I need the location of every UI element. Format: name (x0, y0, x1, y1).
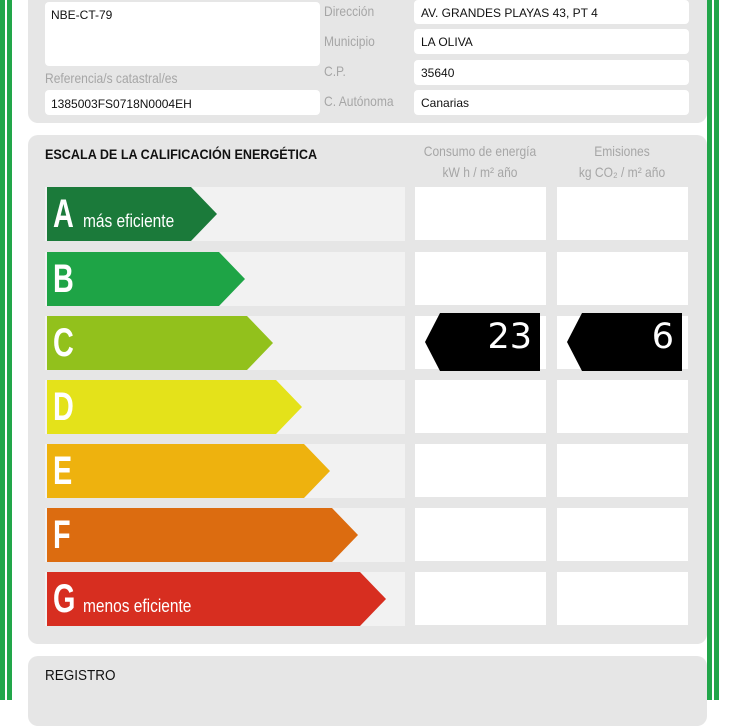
emisiones-cell (557, 444, 688, 497)
normativa-value: NBE-CT-79 (51, 8, 113, 22)
rating-arrow-c (45, 316, 273, 370)
consumo-cell (415, 187, 546, 240)
consumo-cell (415, 508, 546, 561)
cp-value: 35640 (421, 66, 455, 80)
rating-letter: F (53, 513, 71, 557)
emisiones-cell (557, 380, 688, 433)
rating-letter: C (53, 321, 74, 365)
consumo-cell (415, 252, 546, 305)
consumo-cell (415, 572, 546, 625)
green-frame-right (707, 0, 719, 700)
municipio-value: LA OLIVA (421, 35, 473, 49)
consumo-header-line2: kW h / m² año (442, 164, 518, 180)
consumo-marker (425, 313, 540, 371)
consumo-header (411, 141, 549, 183)
direccion-value: AV. GRANDES PLAYAS 43, PT 4 (421, 6, 598, 20)
emisiones-marker (567, 313, 682, 371)
emisiones-header-line1: Emisiones (594, 143, 650, 159)
rating-arrow-a (45, 187, 217, 241)
autonoma-label: C. Autónoma (324, 93, 394, 109)
rating-arrow-d (45, 380, 302, 434)
consumo-value: 23 (487, 317, 532, 357)
emisiones-cell (557, 187, 688, 240)
rating-arrow-b (45, 252, 245, 306)
emisiones-cell (557, 252, 688, 305)
rating-arrow-g (45, 572, 386, 626)
rating-arrow-shape (45, 508, 358, 562)
rating-arrow-f (45, 508, 358, 562)
consumo-header-line1: Consumo de energía (423, 143, 537, 159)
emisiones-header (553, 141, 691, 183)
direccion-label: Dirección (324, 3, 375, 19)
rating-text: menos eficiente (83, 596, 192, 616)
rating-arrow-shape (45, 380, 302, 434)
rating-arrow-shape (45, 252, 245, 306)
municipio-label: Municipio (324, 33, 375, 49)
rating-letter: G (53, 577, 76, 621)
autonoma-value: Canarias (421, 96, 470, 110)
referencia-label: Referencia/s catastral/es (45, 70, 178, 86)
registro-panel (28, 656, 707, 726)
emisiones-header-line2: kg CO₂ / m² año (578, 164, 666, 180)
rating-text: más eficiente (83, 211, 175, 231)
cp-box (414, 60, 689, 85)
emisiones-value: 6 (651, 317, 674, 357)
rating-letter: D (53, 385, 74, 429)
rating-letter: B (53, 257, 74, 301)
consumo-cell (415, 380, 546, 433)
green-frame-left (0, 0, 12, 700)
emisiones-cell (557, 508, 688, 561)
emisiones-cell (557, 572, 688, 625)
rating-letter: A (53, 192, 74, 236)
referencia-value: 1385003FS0718N0004EH (51, 97, 192, 111)
registro-title: REGISTRO (45, 667, 116, 684)
scale-title: ESCALA DE LA CALIFICACIÓN ENERGÉTICA (45, 146, 318, 162)
rating-arrow-e (45, 444, 330, 498)
rating-arrow-shape (45, 444, 330, 498)
consumo-cell (415, 444, 546, 497)
rating-letter: E (53, 449, 73, 493)
rating-arrow-shape (45, 316, 273, 370)
cp-label: C.P. (324, 63, 346, 79)
